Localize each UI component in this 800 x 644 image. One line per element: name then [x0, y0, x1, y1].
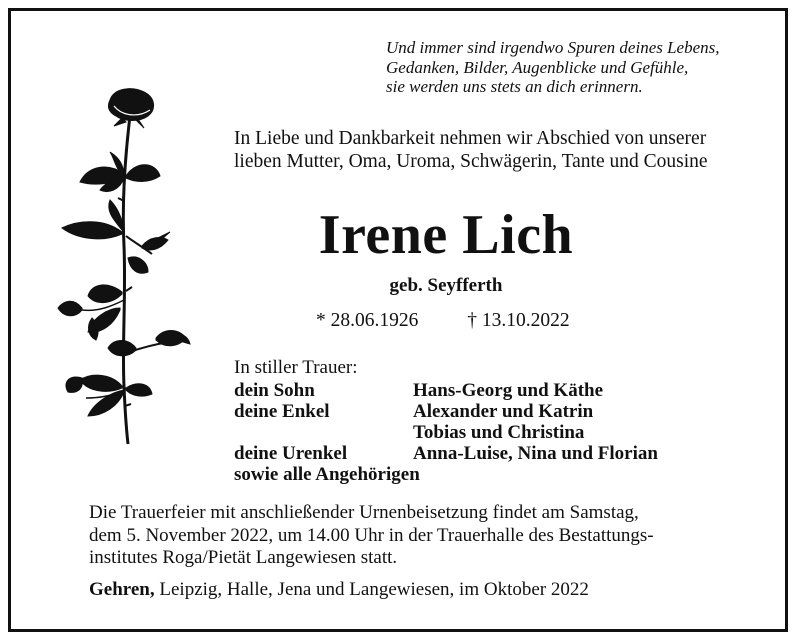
mourner-relation: sowie alle Angehörigen: [234, 464, 420, 485]
mourner-names: Anna-Luise, Nina und Florian: [413, 443, 658, 464]
poem-line: Und immer sind irgendwo Spuren deines Lebens,: [386, 38, 720, 57]
mourner-relation: dein Sohn: [234, 380, 315, 401]
service-line: dem 5. November 2022, um 14.00 Uhr in der Trauerhalle des Bestattungs-: [89, 524, 654, 546]
mourners-label: In stiller Trauer:: [234, 357, 358, 378]
birth-date: * 28.06.1926: [316, 310, 419, 331]
life-dates: [316, 309, 570, 333]
mourner-names: Tobias und Christina: [413, 422, 585, 443]
service-line: institutes Roga/Pietät Langewiesen statt.: [89, 547, 398, 568]
service-line: Die Trauerfeier mit anschließender Urnenbeisetzung findet am Samstag,: [89, 502, 639, 523]
mourner-relation: deine Enkel: [234, 401, 330, 422]
poem-line: sie werden uns stets an dich erinnern.: [386, 77, 643, 96]
farewell-intro: [234, 127, 774, 173]
death-date: † 13.10.2022: [467, 310, 570, 331]
poem-line: Gedanken, Bilder, Augenblicke und Gefühle,: [386, 57, 689, 77]
intro-line: lieben Mutter, Oma, Uroma, Schwägerin, Tante und Cousine: [234, 151, 708, 172]
mourner-names: Hans-Georg und Käthe: [413, 380, 604, 401]
rose-icon: [52, 86, 202, 448]
memorial-poem: [386, 38, 786, 97]
birth-name: geb. Seyfferth: [389, 275, 503, 296]
deceased-name: Irene Lich: [318, 204, 574, 266]
place-primary: Gehren,: [89, 579, 155, 600]
intro-line: In Liebe und Dankbarkeit nehmen wir Abschied von unserer: [234, 128, 707, 149]
mourner-names: Alexander und Katrin: [413, 401, 594, 422]
place-date-line: [89, 579, 589, 601]
places-rest: Leipzig, Halle, Jena und Langewiesen, im Oktober 2022: [154, 579, 589, 600]
funeral-service-info: [89, 502, 779, 570]
mourner-relation: deine Urenkel: [234, 443, 348, 464]
